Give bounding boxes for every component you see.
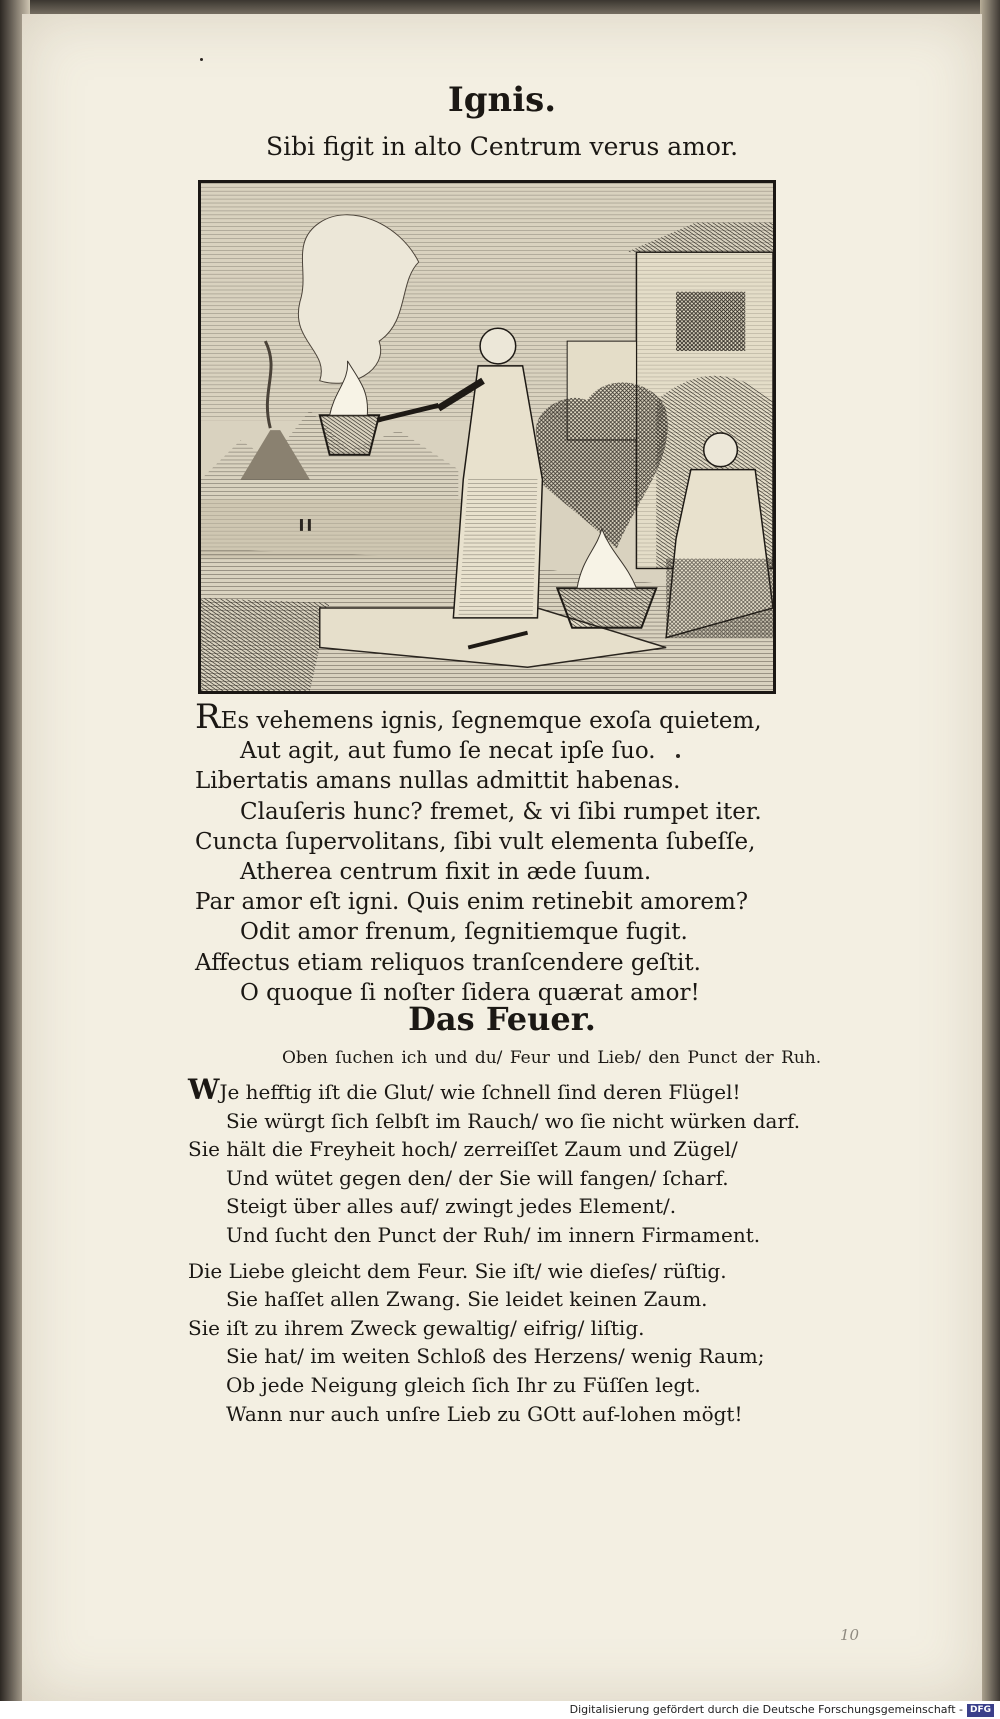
latin-poem [195, 697, 762, 1008]
pencil-note: 10 [840, 1626, 860, 1644]
latin-line: Libertatis amans nullas admittit habenas. [195, 768, 681, 795]
german-line: Steigt über alles auf/ zwingt jedes Element/. [226, 1194, 677, 1219]
german-line: Sie hält die Freyheit hoch/ zerreiſſet Zaum und Zügel/ [188, 1137, 738, 1162]
latin-line: Aut agit, aut fumo ſe necat ipſe ſuo. [240, 738, 656, 765]
latin-line-text: Es vehemens ignis, ſegnemque exoſa quietem, [220, 708, 762, 734]
german-line: Und ſucht den Punct der Ruh/ im innern Firmament. [226, 1222, 761, 1247]
book-page [22, 14, 982, 1702]
dfg-logo: DFG [967, 1704, 994, 1717]
german-line: Die Liebe gleicht dem Feur. Sie iſt/ wie dieſes/ rüſtig. [188, 1258, 727, 1283]
ink-speck [200, 58, 203, 61]
german-poem [188, 1073, 808, 1428]
latin-line: Atherea centrum fixit in æde ſuum. [240, 859, 652, 886]
ink-speck [676, 754, 680, 758]
german-line: Wann nur auch unſre Lieb zu GOtt auf-lohen mögt! [226, 1401, 743, 1426]
latin-title: Ignis. [447, 80, 557, 120]
german-line: Sie hat/ im weiten Schloß des Herzens/ wenig Raum; [226, 1344, 765, 1369]
german-line: Sie iſt zu ihrem Zweck gewaltig/ eifrig/ liſtig. [188, 1315, 645, 1340]
book-right-edge [980, 0, 1000, 1719]
latin-line: Par amor eſt igni. Quis enim retinebit amorem? [195, 889, 749, 916]
latin-line: Cuncta ſupervolitans, ſibi vult elementa ſubeſſe, [195, 828, 756, 855]
latin-motto: Sibi figit in alto Centrum verus amor. [265, 132, 739, 161]
latin-line: Odit amor frenum, ſegnitiemque fugit. [240, 919, 688, 946]
engraving-image [201, 183, 773, 691]
footer-text: Digitalisierung gefördert durch die Deutsche Forschungsgemeinschaft - [569, 1703, 963, 1716]
german-line: Sie haſſet allen Zwang. Sie leidet keinen Zaum. [226, 1287, 708, 1312]
latin-initial: R [195, 697, 221, 737]
engraving-illustration [198, 180, 776, 694]
german-initial: W [188, 1073, 220, 1106]
latin-line: Clauſeris hunc? fremet, & vi ſibi rumpet iter. [240, 798, 762, 825]
digitization-footer [0, 1701, 1000, 1719]
german-line: Und wütet gegen den/ der Sie will fangen/ ſcharf. [226, 1165, 729, 1190]
latin-line: Affectus etiam reliquos tranſcendere geſtit. [195, 949, 701, 976]
latin-line [195, 697, 762, 737]
german-motto: Oben ſuchen ich und du/ Feur und Lieb/ den Punct der Ruh. [282, 1048, 822, 1068]
german-line: Sie würgt ſich ſelbſt im Rauch/ wo ſie nicht würken darf. [226, 1108, 801, 1133]
german-title: Das Feuer. [408, 1000, 596, 1038]
german-line: Ob jede Neigung gleich ſich Ihr zu Füſſen legt. [226, 1372, 701, 1397]
german-line [188, 1073, 808, 1107]
latin-line: O quoque ſi noſter ſidera quærat amor! [240, 979, 700, 1006]
german-line-text: Je hefftig iſt die Glut/ wie ſchnell ſind deren Flügel! [219, 1080, 741, 1104]
